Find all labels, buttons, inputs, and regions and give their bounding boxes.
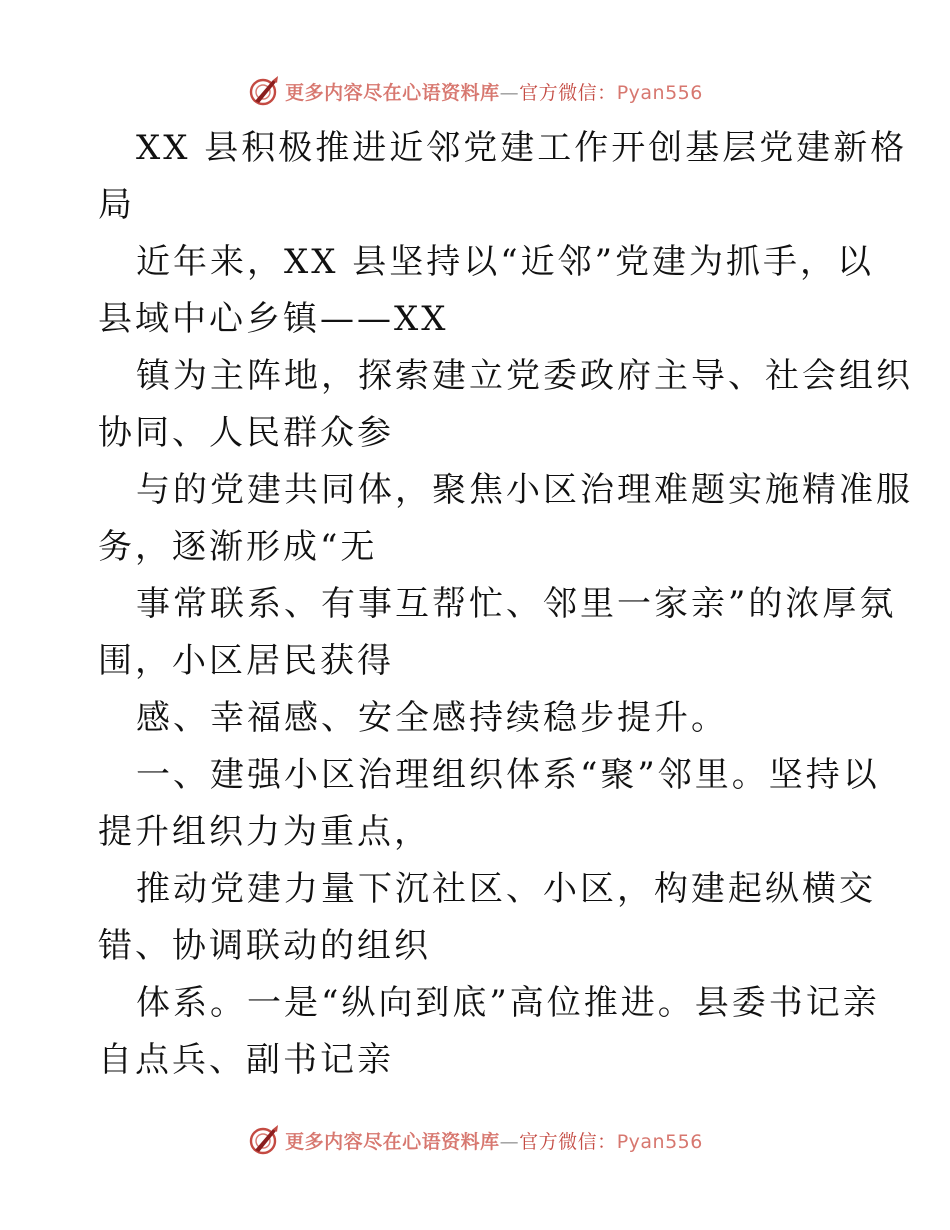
- watermark-wechat-id: Pyan556: [616, 1130, 703, 1153]
- watermark-wechat-label: 官方微信：: [519, 81, 617, 104]
- watermark-dash: —: [499, 81, 520, 104]
- text-line: 一、建强小区治理组织体系“聚”邻里。坚持以: [136, 755, 880, 795]
- text-line: 错、协调联动的组织: [98, 926, 431, 966]
- watermark-wechat-label: 官方微信：: [519, 1130, 617, 1153]
- text-line: XX 县积极推进近邻党建工作开创基层党建新格: [136, 128, 908, 168]
- quill-pen-circle-icon: [247, 1123, 281, 1157]
- footer-watermark: [0, 1120, 950, 1160]
- text-line: 与的党建共同体，聚焦小区治理难题实施精准服: [136, 470, 913, 510]
- text-line: 体系。一是“纵向到底”高位推进。县委书记亲: [136, 983, 880, 1023]
- watermark-dash: —: [499, 1130, 520, 1153]
- watermark-wechat-id: Pyan556: [616, 81, 703, 104]
- text-line: 事常联系、有事互帮忙、邻里一家亲”的浓厚氛: [136, 584, 897, 624]
- quill-pen-circle-icon: [247, 74, 281, 108]
- paragraph: [98, 462, 913, 576]
- text-line: 协同、人民群众参: [98, 413, 394, 453]
- paragraph: [98, 975, 880, 1089]
- text-line: 局: [98, 185, 135, 225]
- document-title: [98, 120, 908, 234]
- section-heading-paragraph: [98, 747, 880, 861]
- watermark-text: [285, 78, 703, 105]
- paragraph: [98, 690, 868, 747]
- text-line: 县域中心乡镇——XX: [98, 299, 449, 339]
- paragraph: [98, 576, 897, 690]
- text-line: 自点兵、副书记亲: [98, 1040, 394, 1080]
- watermark-library-text: 更多内容尽在心语资料库: [285, 81, 500, 104]
- text-line: 提升组织力为重点，: [98, 812, 431, 852]
- watermark-library-text: 更多内容尽在心语资料库: [285, 1130, 500, 1153]
- text-line: 务，逐渐形成“无: [98, 527, 378, 567]
- paragraph: [98, 348, 913, 462]
- text-line: 镇为主阵地，探索建立党委政府主导、社会组织: [136, 356, 913, 396]
- paragraph: [98, 234, 874, 348]
- header-watermark: [0, 71, 950, 111]
- text-line: 近年来，XX 县坚持以“近邻”党建为抓手，以: [136, 242, 874, 282]
- text-line: 感、幸福感、安全感持续稳步提升。: [136, 698, 728, 738]
- watermark-text: [285, 1127, 703, 1154]
- paragraph: [98, 861, 876, 975]
- text-line: 围，小区居民获得: [98, 641, 394, 681]
- document-body: [98, 120, 913, 1089]
- text-line: 推动党建力量下沉社区、小区，构建起纵横交: [136, 869, 876, 909]
